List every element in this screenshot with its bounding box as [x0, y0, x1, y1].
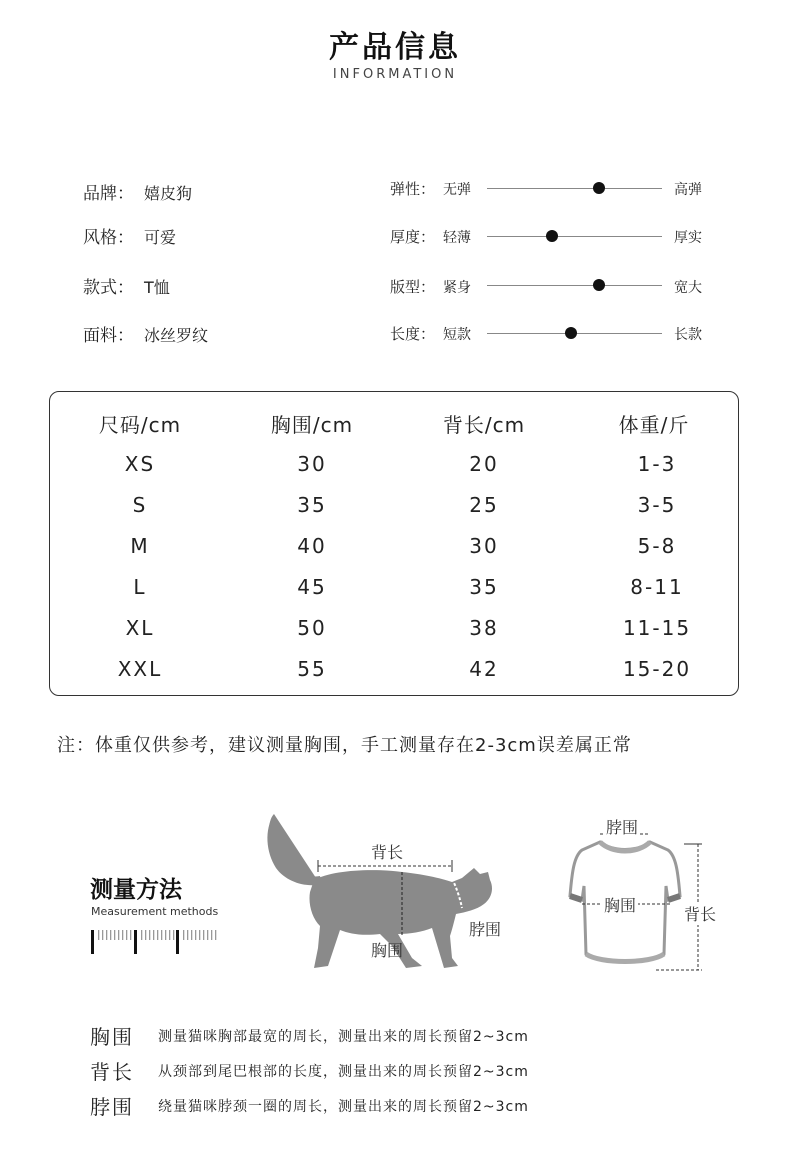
slider-label: 版型：	[390, 278, 436, 296]
attribute-row	[83, 321, 208, 346]
definition-text: 测量猫咪胸部最宽的周长，测量出来的周长预留2~3cm	[158, 1029, 529, 1045]
table-cell: 35	[297, 493, 327, 517]
definition-text: 绕量猫咪脖颈一圈的周长，测量出来的周长预留2~3cm	[158, 1099, 529, 1115]
attribute-row	[83, 273, 170, 298]
definition-text: 从颈部到尾巴根部的长度，测量出来的周长预留2~3cm	[158, 1064, 529, 1080]
attribute-value: 可爱	[144, 228, 177, 247]
table-cell: 30	[297, 452, 327, 476]
shirt-neck-label: 脖围	[604, 815, 640, 838]
slider-min-label: 短款	[443, 327, 471, 343]
table-cell: 42	[469, 657, 499, 681]
attribute-label: 风格：	[83, 228, 134, 248]
table-cell: 25	[469, 493, 499, 517]
table-cell: 11-15	[622, 616, 692, 640]
attribute-value: T恤	[144, 278, 170, 297]
table-cell: 35	[469, 575, 499, 599]
measure-subtitle: Measurement methods	[91, 905, 219, 918]
attribute-label: 款式：	[83, 278, 134, 298]
table-header-cell: 体重/斤	[618, 413, 690, 437]
page-title: 产品信息	[329, 30, 461, 65]
size-note: 注：体重仅供参考，建议测量胸围，手工测量存在2-3cm误差属正常	[57, 735, 632, 756]
attribute-label: 面料：	[83, 326, 134, 346]
table-cell: 38	[469, 616, 499, 640]
table-header-cell: 胸围/cm	[270, 413, 354, 437]
slider-knob	[546, 230, 558, 242]
slider-knob	[593, 279, 605, 291]
slider-min-label: 无弹	[443, 182, 471, 198]
definition-term: 背长	[90, 1060, 134, 1084]
table-cell: 8-11	[630, 575, 684, 599]
slider-label: 弹性：	[390, 180, 436, 198]
table-cell: S	[132, 493, 148, 517]
table-cell: XXL	[117, 657, 163, 681]
table-cell: M	[130, 534, 150, 558]
ruler-icon	[90, 926, 220, 956]
slider-track	[487, 188, 662, 189]
table-cell: 3-5	[637, 493, 677, 517]
table-cell: 30	[469, 534, 499, 558]
slider-knob	[565, 327, 577, 339]
definition-term: 胸围	[90, 1025, 134, 1049]
slider-track	[487, 236, 662, 237]
slider-label: 长度：	[390, 325, 436, 343]
table-cell: 50	[297, 616, 327, 640]
slider-knob	[593, 182, 605, 194]
shirt-back-label: 背长	[682, 902, 718, 925]
definition-term: 脖围	[90, 1095, 134, 1119]
table-cell: 15-20	[622, 657, 692, 681]
slider-label: 厚度：	[390, 228, 436, 246]
table-cell: 55	[297, 657, 327, 681]
slider-track	[487, 285, 662, 286]
table-cell: 45	[297, 575, 327, 599]
cat-neck-label: 脖围	[467, 917, 503, 940]
attribute-row	[83, 223, 176, 248]
table-cell: L	[133, 575, 147, 599]
attribute-value: 嬉皮狗	[144, 184, 193, 203]
slider-max-label: 宽大	[674, 280, 702, 296]
table-cell: 1-3	[637, 452, 677, 476]
table-cell: 20	[469, 452, 499, 476]
cat-chest-label: 胸围	[371, 941, 404, 960]
table-header-cell: 尺码/cm	[98, 413, 182, 437]
table-cell: XL	[125, 616, 155, 640]
slider-min-label: 轻薄	[443, 230, 471, 246]
slider-max-label: 高弹	[674, 182, 702, 198]
measure-title: 测量方法	[90, 877, 182, 903]
table-cell: 40	[297, 534, 327, 558]
table-cell: XS	[124, 452, 156, 476]
cat-back-label: 背长	[369, 840, 405, 863]
table-header-cell: 背长/cm	[442, 413, 526, 437]
slider-min-label: 紧身	[443, 280, 471, 296]
attribute-row	[83, 179, 192, 204]
slider-max-label: 长款	[674, 327, 702, 343]
shirt-chest-label: 胸围	[602, 893, 638, 916]
attribute-label: 品牌：	[83, 184, 134, 204]
table-cell: 5-8	[637, 534, 677, 558]
attribute-value: 冰丝罗纹	[144, 326, 209, 345]
page-subtitle: INFORMATION	[332, 67, 458, 82]
slider-max-label: 厚实	[674, 230, 702, 246]
